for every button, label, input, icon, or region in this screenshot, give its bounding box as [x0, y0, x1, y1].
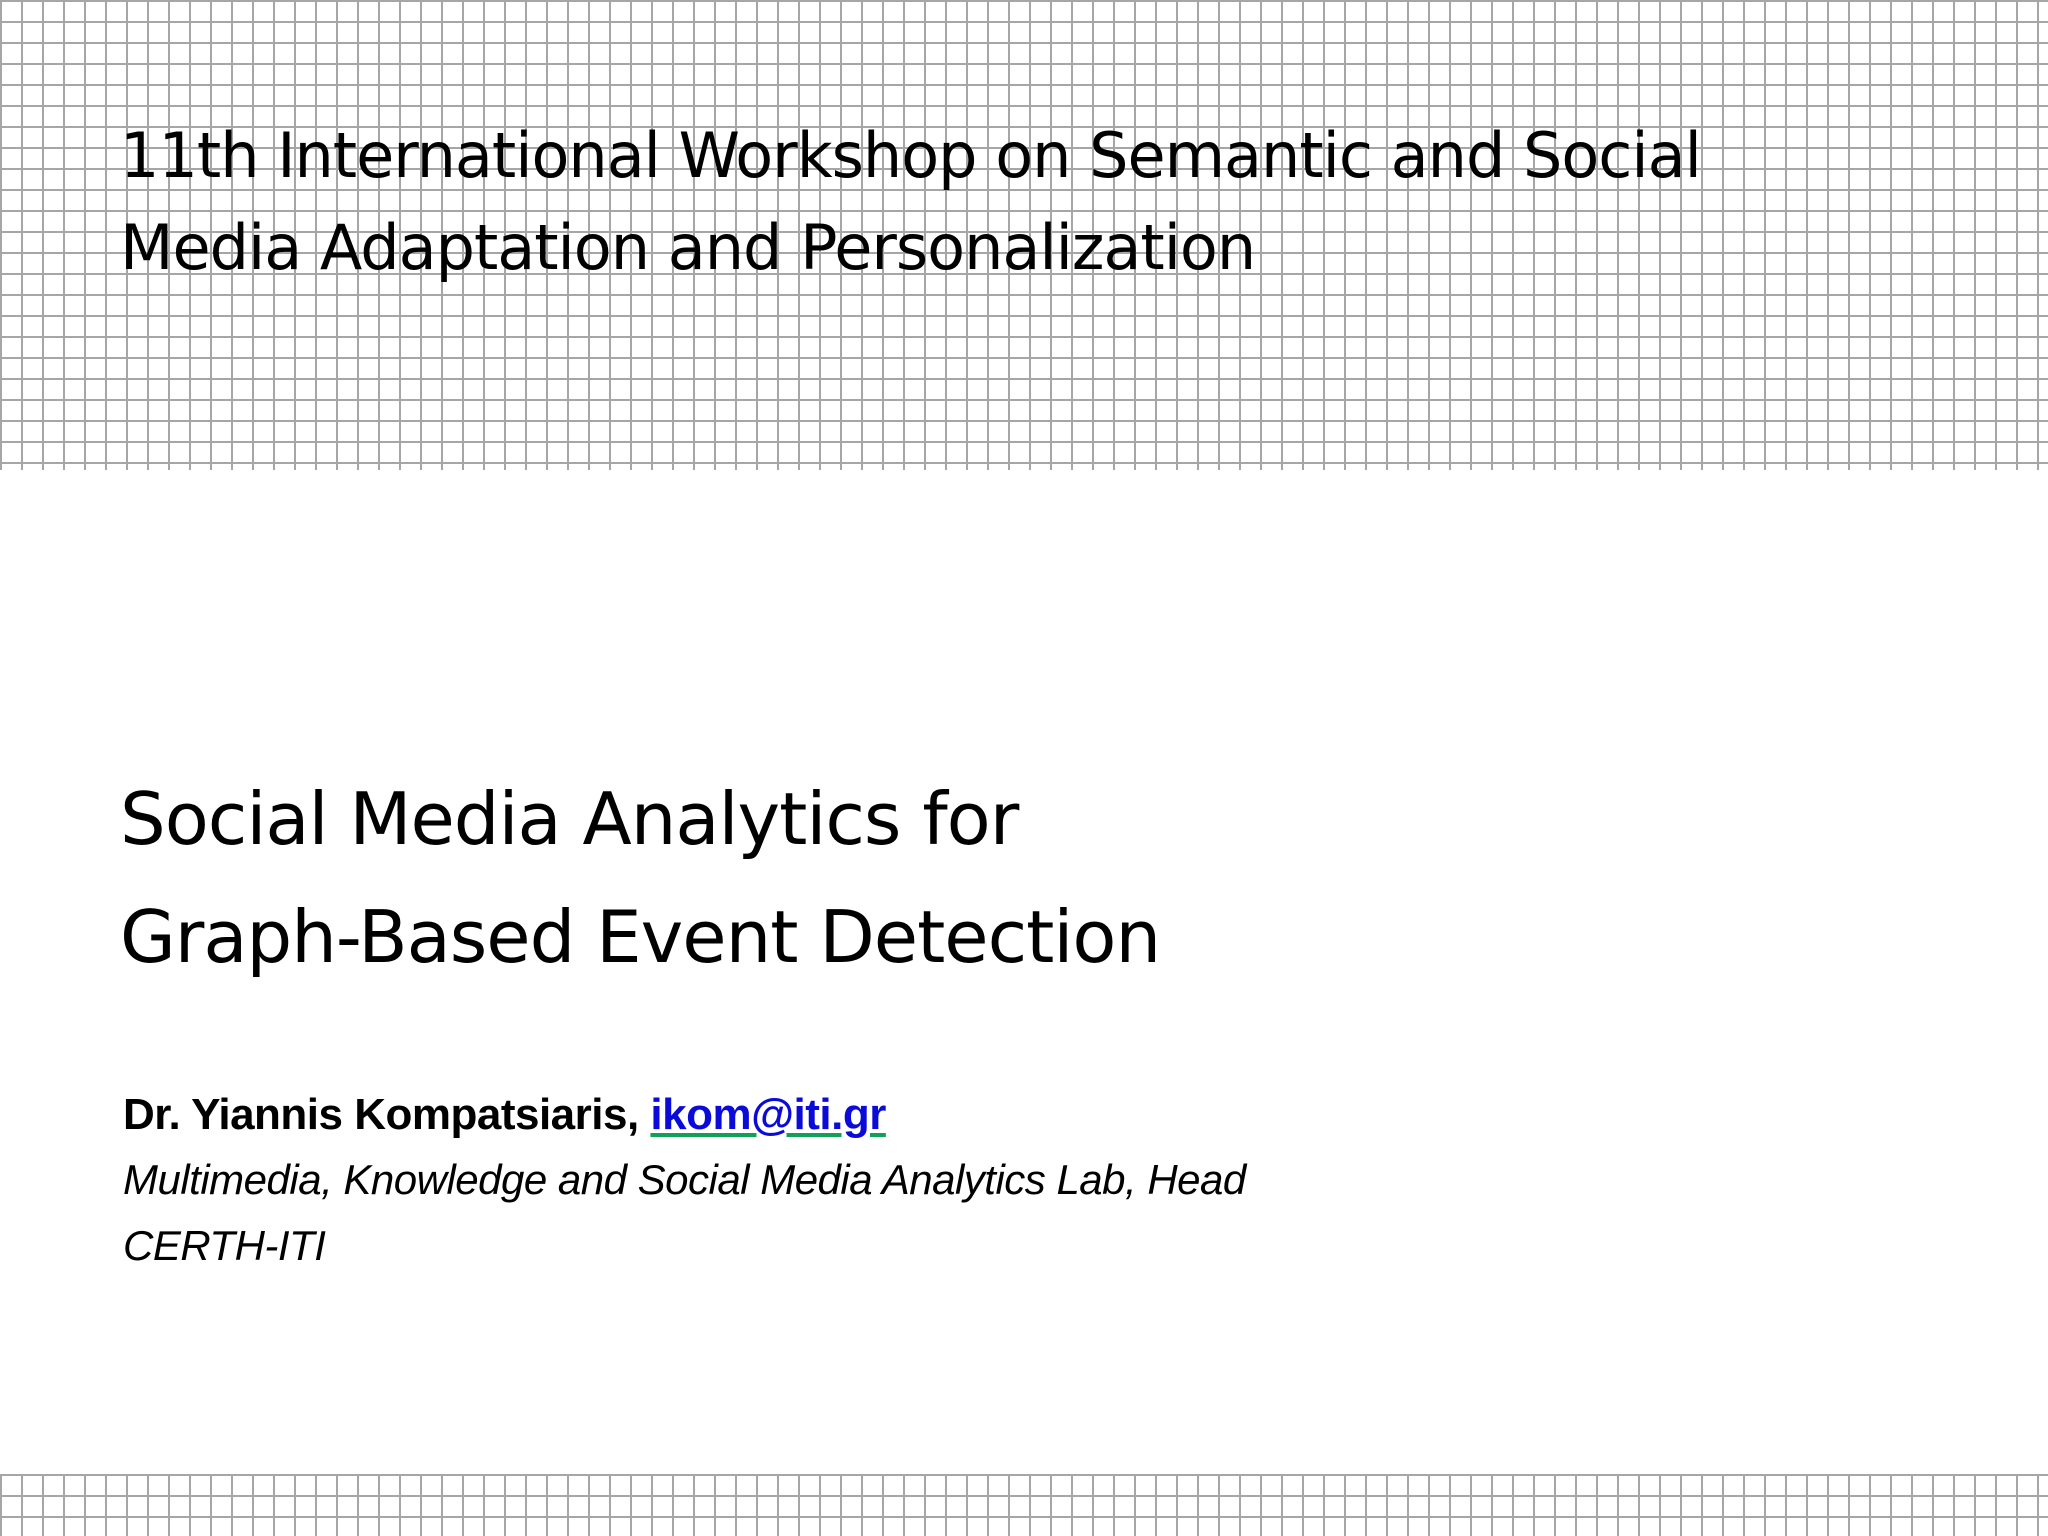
affiliation-institute: CERTH-ITI [123, 1222, 326, 1269]
bottom-grid-decoration [0, 1474, 2048, 1536]
author-email-link[interactable]: ikom@iti.gr [650, 1090, 886, 1139]
author-block [123, 1083, 1923, 1279]
talk-title-line-2: Graph-Based Event Detection [120, 895, 1161, 979]
workshop-title-line-2: Media Adaptation and Personalization [120, 211, 1256, 284]
author-name: Dr. Yiannis Kompatsiaris, [123, 1090, 651, 1139]
talk-title [120, 760, 1920, 996]
author-line [123, 1083, 1923, 1147]
workshop-title [120, 110, 2000, 294]
affiliation-lab: Multimedia, Knowledge and Social Media Analytics Lab, Head [123, 1156, 1246, 1203]
talk-title-line-1: Social Media Analytics for [120, 777, 1019, 861]
workshop-title-line-1: 11th International Workshop on Semantic and Social [120, 119, 1701, 192]
